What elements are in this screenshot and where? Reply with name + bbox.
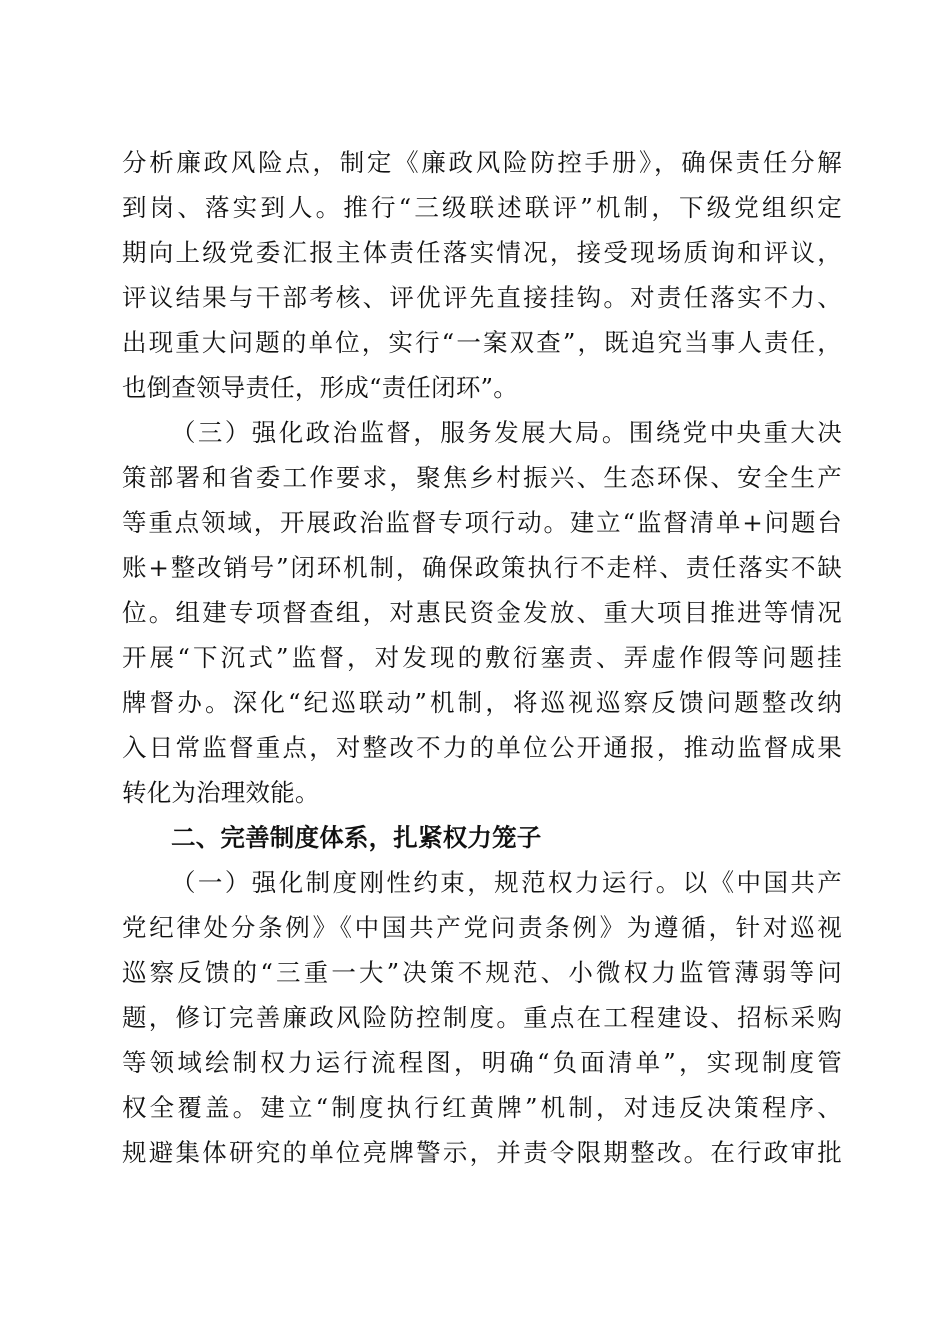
text-line: 分析廉政风险点，制定《廉政风险防控手册》，确保责任分解 xyxy=(122,148,842,177)
text-line: 到岗、落实到人。推行“三级联述联评”机制，下级党组织定 xyxy=(122,193,842,222)
text-line: 牌督办。深化“纪巡联动”机制，将巡视巡察反馈问题整改纳 xyxy=(122,688,842,717)
text-line: 权全覆盖。建立“制度执行红黄牌”机制，对违反决策程序、 xyxy=(122,1093,842,1122)
text-line: 也倒查领导责任，形成“责任闭环”。 xyxy=(122,373,518,402)
text-line: （三）强化政治监督，服务发展大局。围绕党中央重大决 xyxy=(171,418,842,447)
text-line: 转化为治理效能。 xyxy=(122,778,320,807)
text-line: 出现重大问题的单位，实行“一案双查”，既追究当事人责任， xyxy=(122,328,842,357)
text-line: 题，修订完善廉政风险防控制度。重点在工程建设、招标采购 xyxy=(122,1003,842,1032)
text-line: 位。组建专项督查组，对惠民资金发放、重大项目推进等情况 xyxy=(122,598,842,627)
text-line: 等重点领域，开展政治监督专项行动。建立“监督清单+问题台 xyxy=(122,508,842,537)
text-line: 入日常监督重点，对整改不力的单位公开通报，推动监督成果 xyxy=(122,733,842,762)
text-line: （一）强化制度刚性约束，规范权力运行。以《中国共产 xyxy=(171,868,842,897)
text-line: 开展“下沉式”监督，对发现的敷衍塞责、弄虚作假等问题挂 xyxy=(122,643,842,672)
text-line: 党纪律处分条例》《中国共产党问责条例》为遵循，针对巡视 xyxy=(122,913,842,942)
text-line: 策部署和省委工作要求，聚焦乡村振兴、生态环保、安全生产 xyxy=(122,463,842,492)
text-line: 等领域绘制权力运行流程图，明确“负面清单”，实现制度管 xyxy=(122,1048,842,1077)
text-line: 规避集体研究的单位亮牌警示，并责令限期整改。在行政审批 xyxy=(122,1138,842,1167)
text-line: 期向上级党委汇报主体责任落实情况，接受现场质询和评议， xyxy=(122,238,842,267)
text-line: 评议结果与干部考核、评优评先直接挂钩。对责任落实不力、 xyxy=(122,283,842,312)
section-heading: 二、完善制度体系，扎紧权力笼子 xyxy=(171,823,542,852)
text-line: 账+整改销号”闭环机制，确保政策执行不走样、责任落实不缺 xyxy=(122,553,842,582)
text-line: 巡察反馈的“三重一大”决策不规范、小微权力监管薄弱等问 xyxy=(122,958,842,987)
